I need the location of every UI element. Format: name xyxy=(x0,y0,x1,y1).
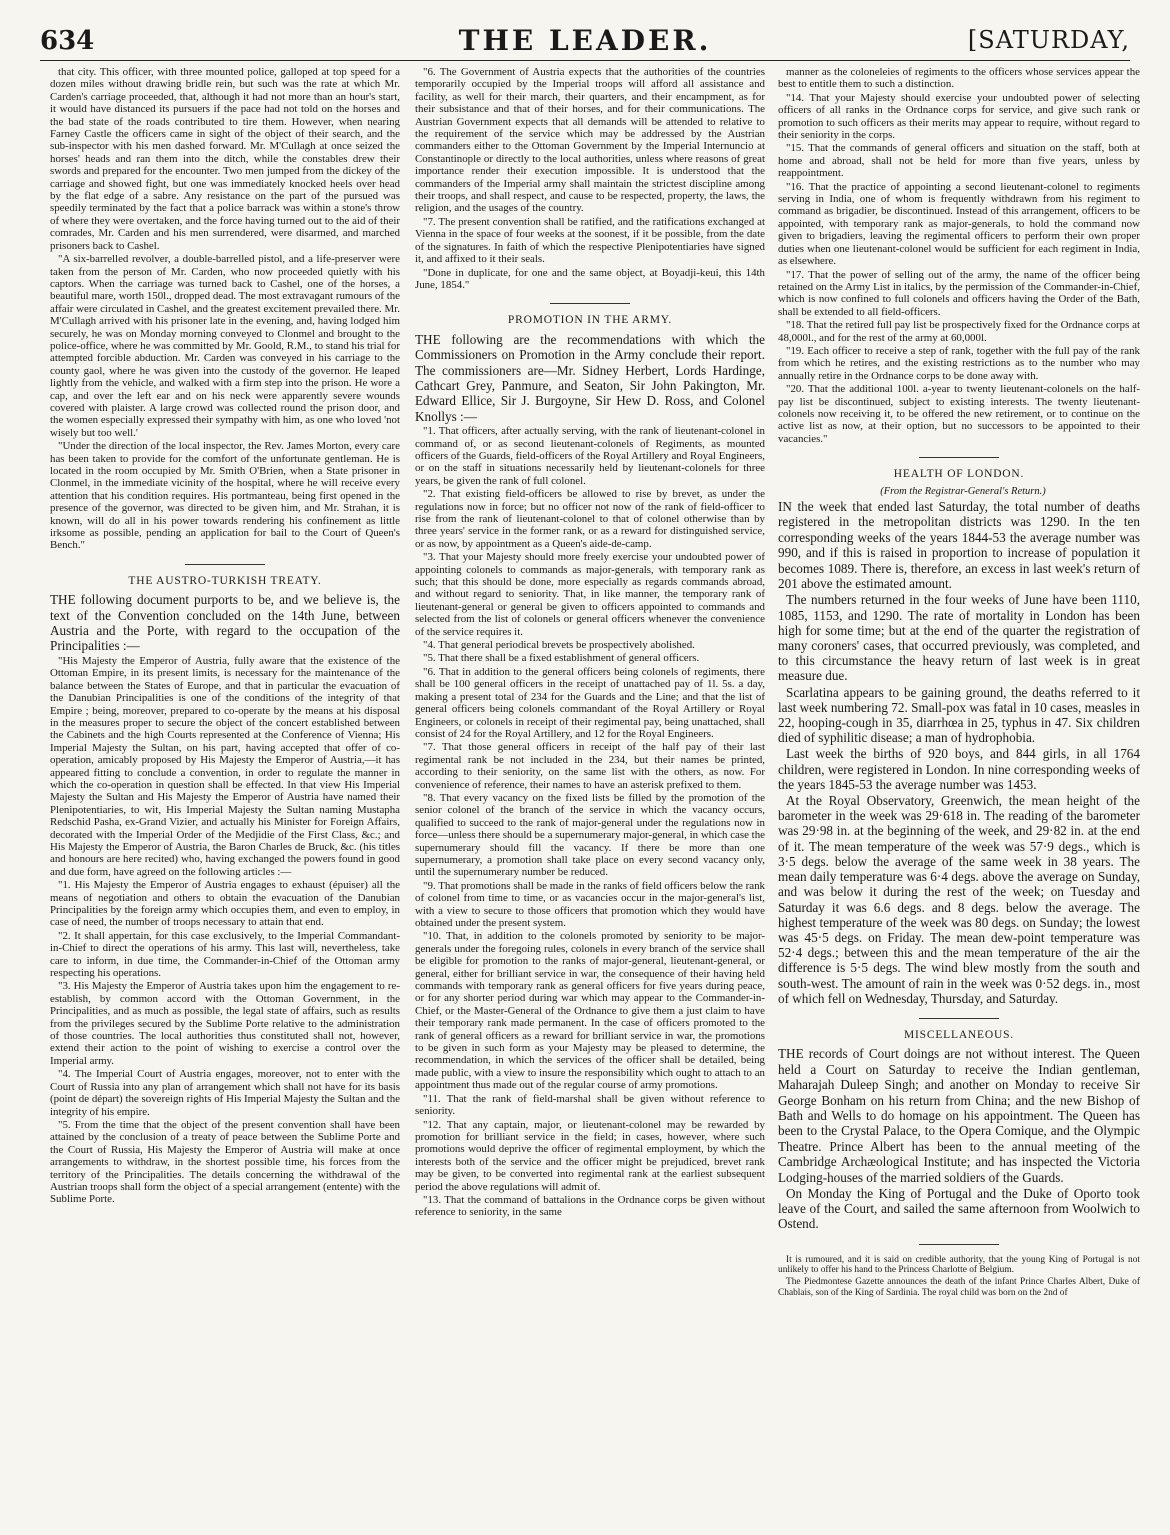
newspaper-title: THE LEADER. xyxy=(458,24,712,57)
article-paragraph: "8. That every vacancy on the fixed lists be filled by the promotion of the senior colonel of the branch of the service in which the vacancy occurs, qualified to succeed to the rank of major-general under the regulations now in force—unless there should be a supernumerary major-general, in which case the supernumerary should fill the vacancy. If there be more than one supernumerary, a promotion shall take place on every second vacancy only, until the supernumerary number be reduced. xyxy=(415,791,765,879)
lead-text: records of Court doings are not without interest. The Queen held a Court on Saturday to receive the Indian gentleman, Maharajah Duleep Singh; and another on Monday to receive Sir George Bonham on his return from China; and the new Bishop of Bath and Wells to do homage on his appointment. The Queen has been to the Crystal Palace, to the Opera Comique, and the Olympic Theatre. Prince Albert has been to the annual meeting of the Cambridge Archæological Institute; and has inspected the Victoria Lodging-houses of the married soldiers of the Guards. xyxy=(778,1046,1140,1185)
article-paragraph: "5. From the time that the object of the present convention shall have been attained by the conclusion of a treaty of peace between the Sublime Porte and the Court of Russia, His Majesty the Emperor of Austria will make at once arrangements to withdraw, in the shortest possible time, his forces from the territory of the Principalities. The details concerning the withdrawal of the Austrian troops shall form the object of a special arrangement (entente) with the Sublime Porte. xyxy=(50,1118,400,1206)
article-paragraph: Scarlatina appears to be gaining ground, the deaths referred to it last week numbering 72. Small-pox was fatal in 10 cases, measles in 22, hooping-cough in 35, diarrhœa in 25, typhus in 47. Six children died of syphilitic disease; a man of hydrophobia. xyxy=(778,684,1140,746)
article-paragraph: "5. That there shall be a fixed establishment of general officers. xyxy=(423,652,700,665)
article-paragraph: "6. The Government of Austria expects that the authorities of the countries temporarily occupied by the Imperial troops will afford all assistance and facility, as well for their march, their quarters, and their encampment, as for their subsistance and that of their horses, and for their communications. The Austrian Government expects that all demands will be attended to relative to the requirement of the service which may be addressed by the Austrian commanders either to the Ottoman Government by the Imperial Internuncio at Constantinople or directly to the local authorities, unless where reasons of great importance render their execution impossible. It is understood that the commanders of the Imperial army shall maintain the strictest discipline among their troops, and shall respect, and cause to be respected, property, the laws, the religion, and the usages of the country. xyxy=(415,66,765,215)
section-divider xyxy=(550,303,630,304)
article-paragraph: "18. That the retired full pay list be prospectively fixed for the Ordnance corps at 48,000l., and for the rest of the army at 60,000l. xyxy=(778,319,1140,344)
article-paragraph: "His Majesty the Emperor of Austria, fully aware that the existence of the Ottoman Empire, in its present limits, is necessary for the maintenance of the balance between the States of Europe, and that in particular the evacuation of the Danubian Principalities is one of the conditions of the integrity of that Empire ; being, moreover, prepared to co-operate by the means at his disposal in the measures proper to secure the object of the concert established between the Cabinets and the high Courts represented at the Conference of Vienna; His Imperial Majesty the Sultan, on his part, having accepted that offer of co-operation, amicably proposed by His Majesty the Emperor of Austria,—it has appeared fitting to conclude a convention, in order to regulate the manner in which the co-operation in question shall be effected. In that view His Imperial Majesty the Sultan and His Majesty the Emperor of Austria have named their Plenipotentiaries, to wit, His Imperial Majesty the Sultan naming Mustapha Redschid Pasha, ex-Grand Vizier, and actually his Minister for Foreign Affairs, decorated with the Imperial Order of the Medjidie of the First Class, &c.; and His Majesty the Emperor of Austria, the Baron Charles de Bruck, &c. (his titles and honours are here recited) who, having exchanged the powers found in good and due form, have agreed on the following articles :— xyxy=(50,654,400,878)
article-paragraph: "11. That the rank of field-marshal shall be given without reference to seniority. xyxy=(415,1092,765,1118)
article-paragraph: "19. Each officer to receive a step of rank, together with the full pay of the rank from which he retires, and the existing restrictions as to the number who may annually retire in the Ordnance corps to be done away with. xyxy=(778,344,1140,382)
article-paragraph: "13. That the command of battalions in the Ordnance corps be given without reference to seniority, in the same xyxy=(415,1193,765,1219)
lead-text: following are the recommendations with which the Commissioners on Promotion in the Army conclude their report. The commissioners are—Mr. Sidney Herbert, Lords Hardinge, Cathcart Grey, Panmure, and Seaton, Sir John Pakington, Mr. Edward Ellice, Sir J. Burgoyne, Sir Hew D. Ross, and Colonel Knollys :— xyxy=(415,331,765,424)
article-paragraph: It is rumoured, and it is said on credible authority, that the young King of Portugal is not unlikely to offer his hand to the Princess Charlotte of Belgium. xyxy=(778,1254,1140,1276)
article-paragraph: Last week the births of 920 boys, and 844 girls, in all 1764 children, were registered in London. In nine corresponding weeks of the years 1845-53 the average number was 1453. xyxy=(778,746,1140,792)
section-divider xyxy=(919,1018,999,1019)
article-paragraph: "4. The Imperial Court of Austria engages, moreover, not to enter with the Court of Russia into any plan of arrangement which shall not have for its basis (point de départ) the sovereign rights of His Imperial Majesty the Sultan and the integrity of his empire. xyxy=(50,1068,400,1118)
article-paragraph: "2. That existing field-officers be allowed to rise by brevet, as under the regulations now in force; but no officer not now of the rank of field-officer to rise from the rank of lieutenant-colonel to that of colonel otherwise than by three years' service in the former rank, or as a reward for distinguished service, or as now, by appointment as a Queen's aide-de-camp. xyxy=(415,488,765,550)
lead-word: IN xyxy=(778,499,792,514)
section-source: (From the Registrar-General's Return.) xyxy=(880,485,1046,497)
article-paragraph: "7. That those general officers in receipt of the half pay of their last regimental rank be not included in the 234, but their names be printed, according to their seniority, on the same list with the others, as now. For convenience of reference, their names to have an asterisk prefixed to them. xyxy=(415,741,765,791)
article-paragraph: On Monday the King of Portugal and the Duke of Oporto took leave of the Court, and sailed the same afternoon from Woolwich to Ostend. xyxy=(778,1185,1140,1232)
article-paragraph: "17. That the power of selling out of the army, the name of the officer being retained on the Army List in italics, by the permission of the Commander-in-Chief, which is now confined to full colonels and officers having the Order of the Bath, shall be extended to all field-officers. xyxy=(778,268,1140,318)
article-paragraph: The numbers returned in the four weeks of June have been 1110, 1085, 1153, and 1290. The rate of mortality in London has been high for some time; but at the end of the quarter the registration of many coroners' cases, that occurred previously, was completed, and to this circumstance the heavy return of last week is in great measure due. xyxy=(778,592,1140,684)
article-paragraph: "4. That general periodical brevets be prospectively abolished. xyxy=(423,639,695,652)
lead-paragraph xyxy=(778,1046,1140,1185)
lead-word: THE xyxy=(415,331,441,347)
article-paragraph: "14. That your Majesty should exercise your undoubted power of selecting officers of all ranks in the Ordnance corps for service, and give such rank or promotion to such officers as their merits may appear to require, without regard to their seniority in the corps. xyxy=(778,91,1140,142)
lead-text: following document purports to be, and we believe is, the text of the Convention concluded on the 14th June, between Austria and the Porte, with regard to the occupation of the Principalities :— xyxy=(50,592,400,654)
section-divider xyxy=(919,457,999,458)
article-paragraph: "2. It shall appertain, for this case exclusively, to the Imperial Commandant-in-Chief to direct the operations of his army. This last will, nevertheless, take care to inform, in due time, the Commander-in-Chief of the Ottoman army respecting his operations. xyxy=(50,929,400,980)
article-paragraph: "3. His Majesty the Emperor of Austria takes upon him the engagement to re-establish, by common accord with the Ottoman Government, in the Principalities, and as much as possible, the legal state of affairs, such as results from the privileges secured by the Sublime Porte relative to the administration of those countries. The local authorities thus constituted shall not, however, extend their action to the point of wishing to exercise a control over the Imperial army. xyxy=(50,980,400,1067)
article-paragraph: that city. This officer, with three mounted police, galloped at top speed for a dozen miles without drawing bridle rein, but such was the rate at which Mr. Carden's carriage proceeded, that, although it had not more than an hour's start, it would have distanced its pursuers if the pace had not told on the horses and the bad state of the roads contributed to tire them. However, when nearing Farney Castle the officers came in sight of the object of their search, and the sub-inspector with his men dashed forward. Mr. M'Cullagh at once seized the horses' heads and ran them into the ditch, while the constables drew their swords and prepared for the encounter. Two men jumped from the dickey of the carriage and showed fight, but one was immediately knocked heels over head by the flat edge of a sabre. Any resistance on the part of the pursued was speedily terminated by the fact that a police barrack was within a stone's throw of where they were overtaken, and the force having turned out to the aid of their comrades, Mr. Carden and his men surrendered, were disarmed, and marched prisoners back to Cashel. xyxy=(50,66,400,252)
article-paragraph: "Under the direction of the local inspector, the Rev. James Morton, every care has been taken to provide for the comfort of the unfortunate gentleman. He is located in the room occupied by Mr. Smith O'Brien, when a State prisoner in Clonmel, in the immediate vicinity of the hospital, where he will receive every attention that his condition requires. His portmanteau, being first opened in the presence of the governor, was directed to be given him, and Mr. Strahan, it is known, will do all in his power towards rendering his confinement as little irksome as possible, pending an application for bail to the Court of Queen's Bench." xyxy=(50,440,400,552)
article-paragraph: "A six-barrelled revolver, a double-barrelled pistol, and a life-preserver were taken from the person of Mr. Carden, who now proceeded quietly with his captors. When the carriage was turned back to Cashel, one of the horses, a beautiful mare, worth 150l., dropped dead. The most extravagant rumours of the affair were circulated in Cashel, and the greatest excitement prevailed there. Mr. M'Cullagh arrived with his prisoner late in the evening, and, having lodged him securely, he was on Monday morning conveyed to Clonmel and brought to the police-office, where he was committed by Mr. Goold, R.M., to stand his trial for attempted forcible abduction. Mr. Carden was conveyed in his carriage to the county gaol, where he was given into the custody of the governor. He leaped lightly from the vehicle, and walked with a firm step into the prison. He wore a cap, and over the left ear and on his neck were apparently severe wounds covered with plaister. A large crowd was collected round the prison door, and the women especially expressed their sympathy with him, as one who loved 'not wisely but too well.' xyxy=(50,253,400,439)
lead-paragraph xyxy=(50,592,400,654)
article-paragraph: "3. That your Majesty should more freely exercise your undoubted power of appointing colonels to commands as major-generals, with temporary rank as such; that this should be done, more especially as regards commands abroad, and without regard to seniority. That, in like manner, the temporary rank of lieutenant-general or general be given to officers appointed to commands and selected from the list of colonels or general officers whenever the convenience of the service requires it. xyxy=(415,551,765,638)
article-paragraph: "Done in duplicate, for one and the same object, at Boyadji-keui, this 14th June, 1854." xyxy=(415,266,765,291)
article-paragraph: "10. That, in addition to the colonels promoted by seniority to be major-generals under the foregoing rules, colonels in every branch of the service shall be eligible for promotion to the ranks of major-general, lieutenant-general, or general, either for brilliant service in war, the consequence of their having held commands with temporary rank as general officers for five years during peace, or for any shorter period during war which may appear to the Commander-in-Chief, or the Master-General of the Ordnance to give them a just claim to have their temporary rank made permanent. In the case of officers promoted to the rank of general officers as a reward for brilliant service in war, the promotions to be given in such form as your Majesty may be pleased to determine, the recommendation, in which the services of the officer shall be detailed, being made public, with a view to insure the responsibility which ought to attach to an appointment thus made out of the regular course of army promotions. xyxy=(415,930,765,1092)
article-paragraph: manner as the coloneleies of regiments to the officers whose services appear the best to entitle them to such a distinction. xyxy=(778,66,1140,91)
page-number: 634 xyxy=(40,26,95,56)
column-2 xyxy=(415,66,765,1521)
article-paragraph: "12. That any captain, major, or lieutenant-colonel may be rewarded by promotion for brilliant service in the field; in cases, however, where such promotions would deprive the officer of regimental employment, by which the interests both of the service and the officer might be prejudiced, brevet rank may be given, to be converted into regimental rank at the earliest subsequent period the above regulations will admit of. xyxy=(415,1118,765,1193)
section-divider xyxy=(185,564,265,565)
section-heading-misc: MISCELLANEOUS. xyxy=(904,1028,1014,1041)
article-paragraph: The Piedmontese Gazette announces the death of the infant Prince Charles Albert, Duke of Chablais, son of the King of Sardinia. The royal child was born on the 2nd of xyxy=(778,1277,1140,1298)
issue-day: [SATURDAY, xyxy=(967,26,1130,54)
section-heading-health: HEALTH OF LONDON. xyxy=(893,468,1025,481)
lead-paragraph xyxy=(778,499,1140,591)
section-divider xyxy=(919,1244,999,1245)
article-paragraph: At the Royal Observatory, Greenwich, the mean height of the barometer in the week was 29·618 in. The reading of the barometer was 29·98 in. at the beginning of the week, and 29·82 in. at the end of it. The mean temperature of the week was 57·9 degs., which is 3·5 degs. below the average of the same week in 38 years. The mean daily temperature was 6·4 degs. above the average on Sunday, and was below it during the rest of the week; on Tuesday and Saturday it was 6.6 degs. and 8 degs. below the average. The highest temperature of the week was 80 degs. on Sunday; the lowest was 45·5 degs. on Friday. The mean dew-point temperature was 52·4 degs.; between this and the mean temperature of the air the difference is 5·5 degs. The wind blew mostly from the south and south-west. The amount of rain in the week was 0·52 degs. in., most of which fell on Wednesday, Thursday, and Saturday. xyxy=(778,793,1140,1006)
article-paragraph: "6. That in addition to the general officers being colonels of regiments, there shall be 100 general officers in the receipt of unattached pay of 1l. 5s. a day, making a present total of 234 for the Guards and the Line; and that the list of general officers being colonels commandant of the Royal Artillery or Royal Engineers, or colonels in receipt of their regimental pay, being unattached, shall consist of 24 for the Royal Artillery, and 12 for the Royal Engineers. xyxy=(415,665,765,740)
article-paragraph: "16. That the practice of appointing a second lieutenant-colonel to regiments serving in India, one of whom is frequently withdrawn from his regiment to command as brigadier, be discontinued. Instead of this arrangement, officers to be appointed, with temporary rank as major-generals, to hold the command now given to brigadiers, leaving the regimental officers to perform their own proper duties when one lieutenant-colonel would be sufficient for each regiment in India, as elsewhere. xyxy=(778,180,1140,268)
article-paragraph: "1. That officers, after actually serving, with the rank of lieutenant-colonel in command of, or as second lieutenant-colonels of Regiments, as mounted officers of the Guards, field-officers of the Royal Artillery and Royal Engineers, or on the staff in situations necessarily held by lieutenant-colonels for three years, be given the rank of full colonel. xyxy=(415,425,765,487)
section-heading-treaty: THE AUSTRO-TURKISH TREATY. xyxy=(128,574,322,587)
page-header xyxy=(40,24,1130,61)
article-paragraph: "7. The present convention shall be ratified, and the ratifications exchanged at Vienna in the space of four weeks at the soonest, if it be possible, from the date of the signatures. In faith of which the respective Plenipotentiaries have signed it, and affixed to it their seals. xyxy=(415,215,765,266)
lead-text: the week that ended last Saturday, the total number of deaths registered in the metropolitan districts was 1290. In the ten corresponding weeks of the years 1844-53 the average number was 990, and if this is raised in proportion to increase of population it becomes 1089. There is, therefore, an excess in last week's return of 201 above the estimated amount. xyxy=(778,499,1140,592)
article-paragraph: "15. That the commands of general officers and situation on the staff, both at home and abroad, shall not be held for more than five years, unless by reappointment. xyxy=(778,142,1140,180)
column-3 xyxy=(778,66,1140,1521)
lead-word: THE xyxy=(50,592,76,608)
article-paragraph: "20. That the additional 100l. a-year to twenty lieutenant-colonels on the half-pay list be discontinued, subject to existing interests. The twenty lieutenant-colonels now receiving it, to be offered the new retirement, or to continue on the active list as now, at their option, but no successors to be appointed to their vacancies." xyxy=(778,383,1140,445)
lead-word: THE xyxy=(778,1046,804,1062)
column-1 xyxy=(50,66,400,1521)
lead-paragraph xyxy=(415,332,765,424)
article-paragraph: "1. His Majesty the Emperor of Austria engages to exhaust (épuiser) all the means of negotiation and others to obtain the evacuation of the Danubian Principalities by the foreign army which occupies them, and even to employ, in case of need, the number of troops necessary to attain that end. xyxy=(50,879,400,929)
article-paragraph: "9. That promotions shall be made in the ranks of field officers below the rank of colonel from time to time, or as vacancies occur in the major-general's list, with a view to secure to those officers that promotion which they would have obtained under the present system. xyxy=(415,879,765,929)
section-heading-promotion: PROMOTION IN THE ARMY. xyxy=(507,314,673,327)
